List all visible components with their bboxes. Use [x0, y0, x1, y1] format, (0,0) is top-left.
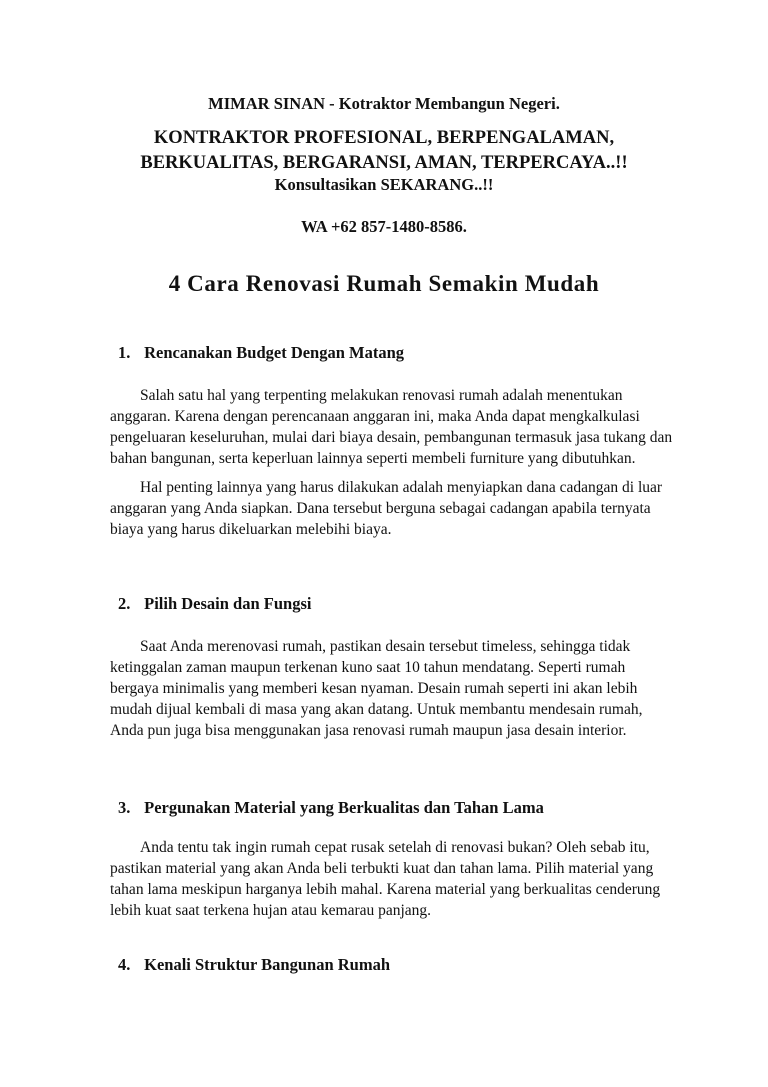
section-title: Rencanakan Budget Dengan Matang — [144, 343, 405, 362]
section-title: Pilih Desain dan Fungsi — [144, 594, 312, 613]
paragraph: Anda tentu tak ingin rumah cepat rusak setelah di renovasi bukan? Oleh sebab itu, pastikan material yang akan Anda beli terbukti kuat dan tahan lama. Pilih material yang tahan lama meskipun harganya lebih mahal. Karena material yang berkualitas cenderung lebih kuat saat terkena hujan atau kemarau panjang. — [110, 839, 661, 919]
section-2 — [110, 594, 675, 741]
header-consult-line: Konsultasikan SEKARANG..!! — [274, 175, 494, 194]
section-heading — [110, 594, 675, 614]
section-heading — [110, 955, 675, 975]
section-number: 3. — [118, 798, 131, 817]
section-title: Kenali Struktur Bangunan Rumah — [144, 955, 391, 974]
section-title: Pergunakan Material yang Berkualitas dan Tahan Lama — [144, 798, 544, 817]
section-heading — [110, 343, 675, 363]
header-tagline-line-1: KONTRAKTOR PROFESIONAL, BERPENGALAMAN, — [153, 128, 615, 148]
section-3 — [110, 798, 675, 921]
document-title: 4 Cara Renovasi Rumah Semakin Mudah — [168, 271, 600, 297]
header-company-line: MIMAR SINAN - Kotraktor Membangun Negeri. — [208, 94, 560, 113]
section-number: 1. — [118, 343, 131, 362]
header-tagline-line-2: BERKUALITAS, BERGARANSI, AMAN, TERPERCAYA..!! — [140, 153, 628, 173]
paragraph: Hal penting lainnya yang harus dilakukan adalah menyiapkan dana cadangan di luar anggaran yang Anda siapkan. Dana tersebut berguna sebagai cadangan apabila ternyata biaya yang harus dikeluarkan melebihi biaya. — [110, 479, 663, 538]
section-1 — [110, 343, 675, 540]
header-whatsapp-contact: WA +62 857-1480-8586. — [301, 217, 467, 236]
paragraph: Salah satu hal yang terpenting melakukan renovasi rumah adalah menentukan anggaran. Karena dengan perencanaan anggaran ini, maka Anda dapat mengkalkulasi pengeluaran keseluruhan, mulai dari biaya desain, pembangunan termasuk jasa tukang dan bahan bangunan, serta keperluan lainnya seperti membeli furniture yang dibutuhkan. — [110, 387, 673, 467]
paragraph: Saat Anda merenovasi rumah, pastikan desain tersebut timeless, sehingga tidak ketinggalan zaman maupun terkenan kuno saat 10 tahun mendatang. Seperti rumah bergaya minimalis yang memberi kesan nyaman. Desain rumah seperti ini akan lebih mudah dijual kembali di masa yang akan datang. Untuk membantu mendesain rumah, Anda pun juga bisa menggunakan jasa renovasi rumah maupun jasa desain interior. — [110, 638, 643, 739]
section-heading — [110, 798, 675, 818]
header-tagline — [0, 126, 768, 176]
section-4 — [110, 955, 675, 975]
section-number: 4. — [118, 955, 131, 974]
section-number: 2. — [118, 594, 131, 613]
